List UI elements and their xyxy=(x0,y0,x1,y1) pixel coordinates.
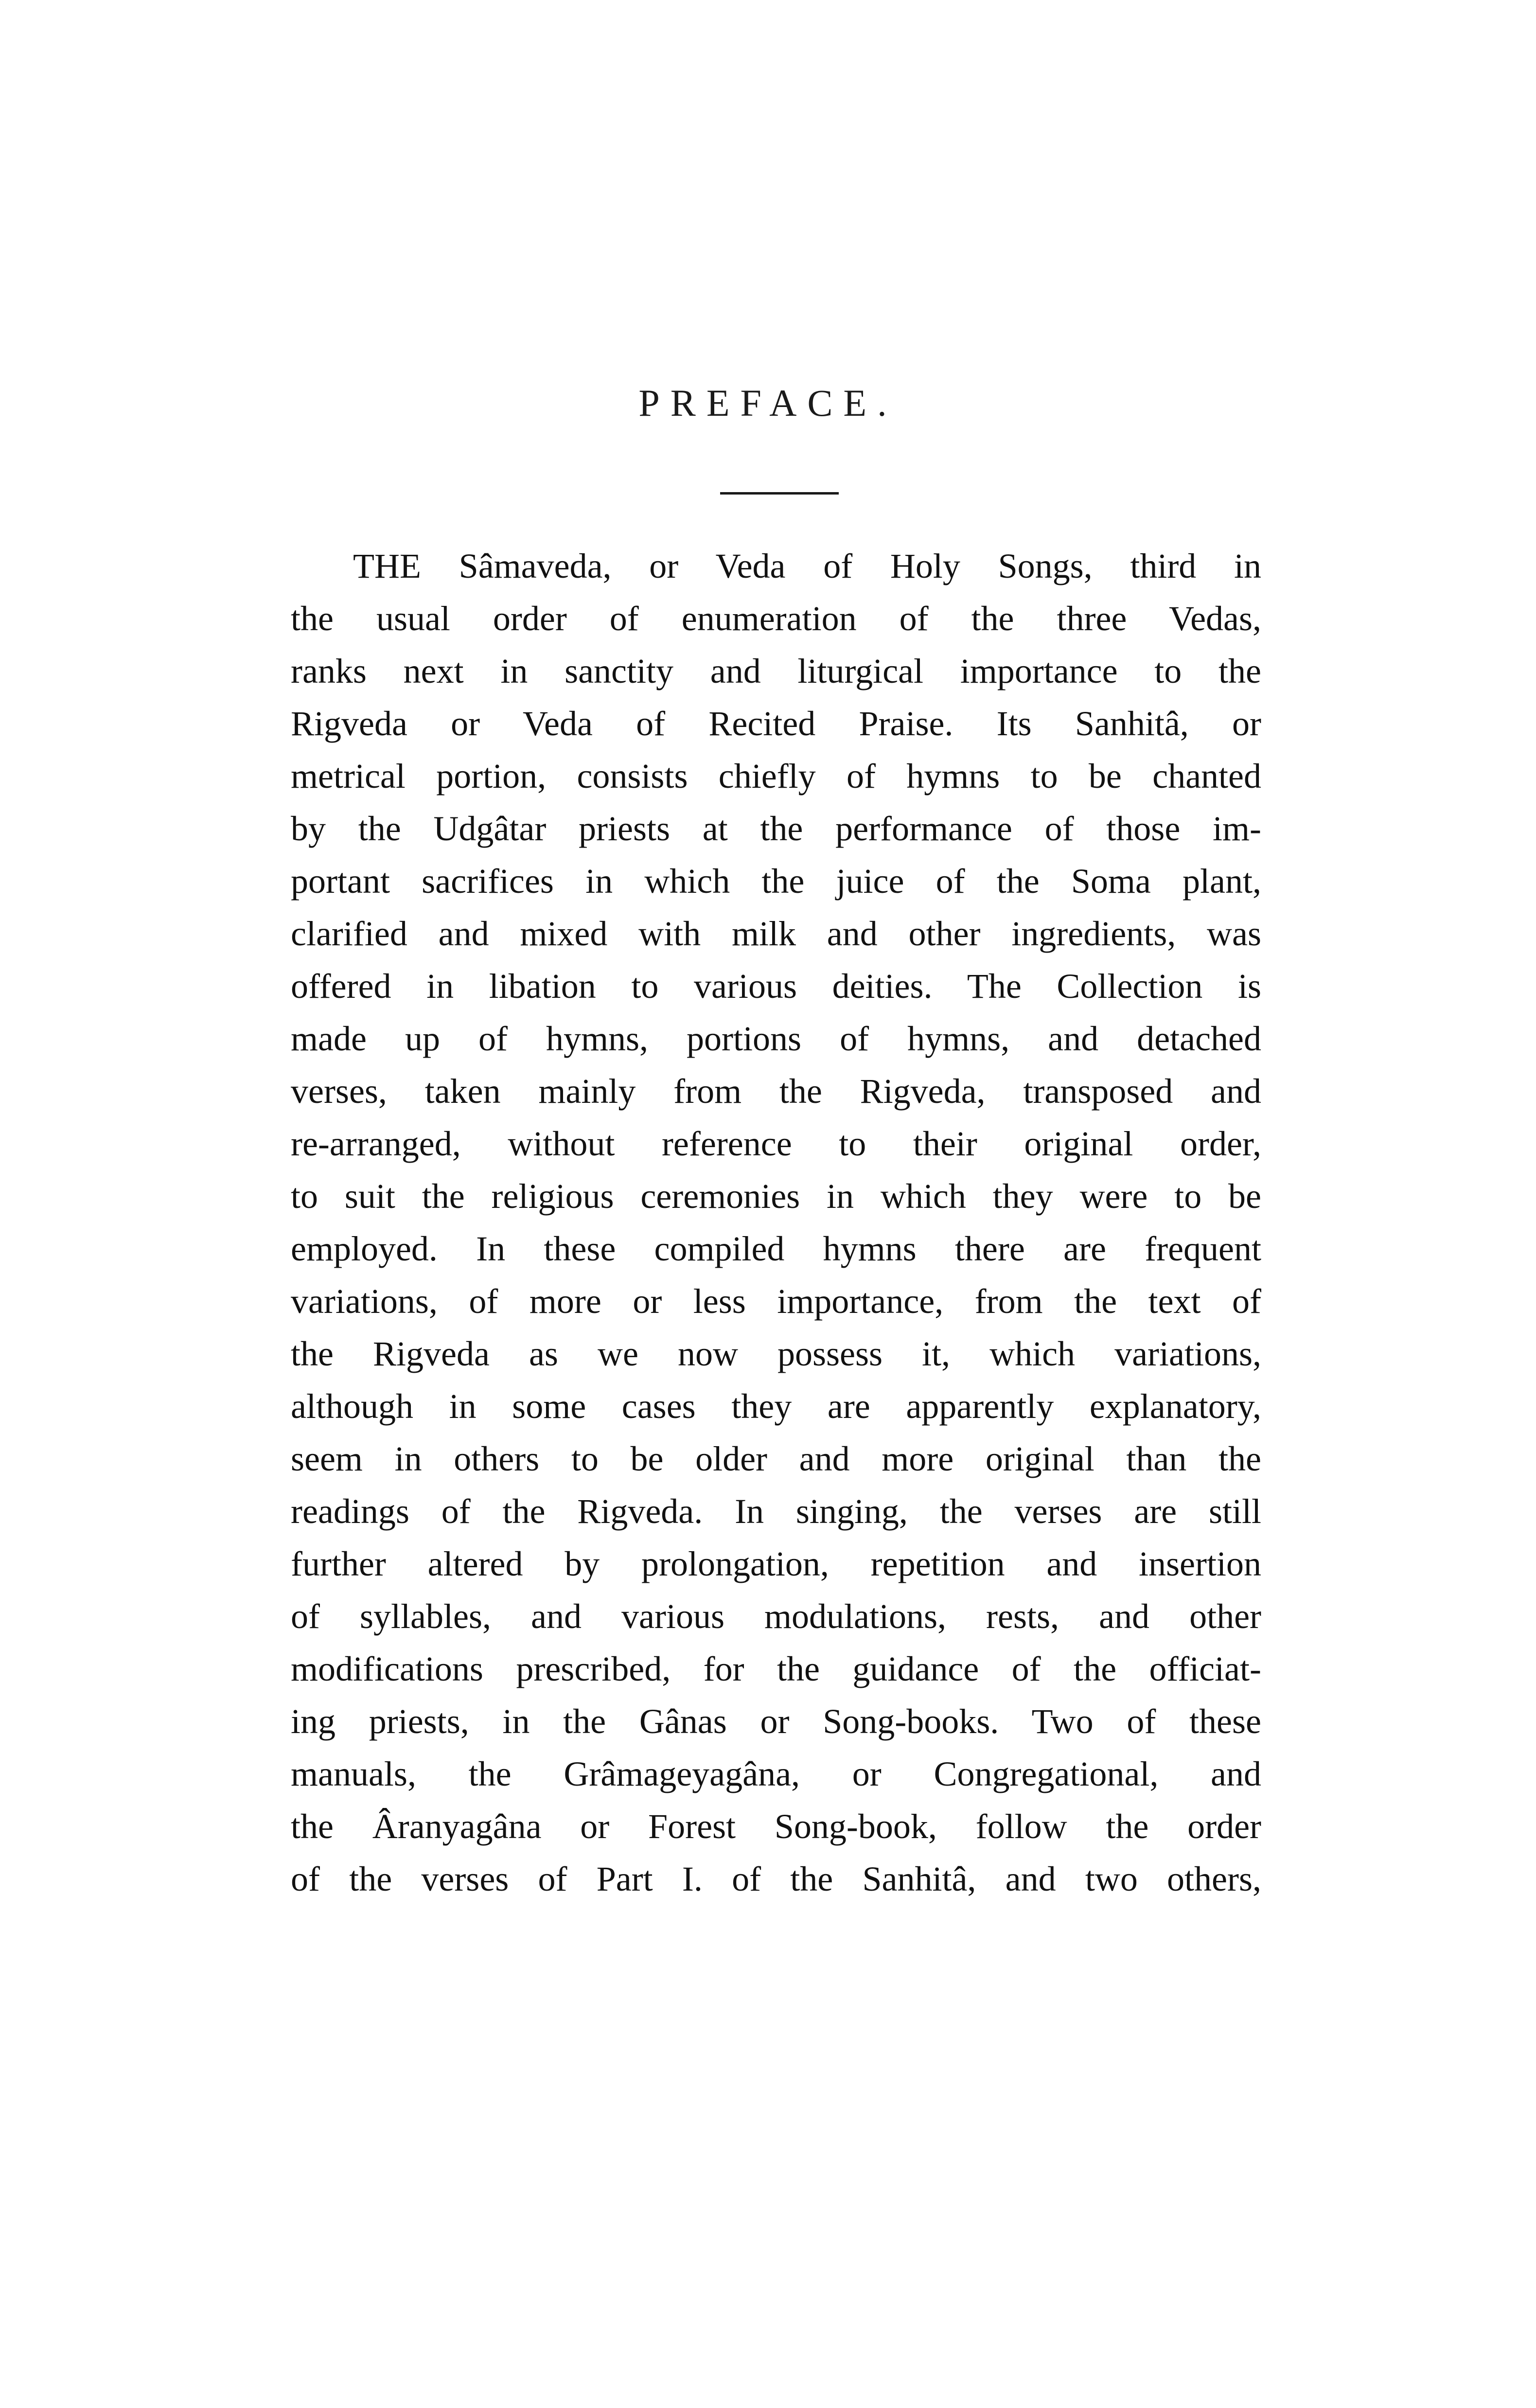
text-line: manuals, the Grâmageyagâna, or Congregational, and xyxy=(291,1754,1261,1793)
text-line: ranks next in sanctity and liturgical importance to the xyxy=(291,652,1261,691)
text-line: made up of hymns, portions of hymns, and detached xyxy=(291,1019,1261,1058)
text-line: the usual order of enumeration of the three Vedas, xyxy=(291,599,1261,638)
text-line: offered in libation to various deities. The Collection is xyxy=(291,967,1261,1006)
text-line: Rigveda or Veda of Recited Praise. Its Sanhitâ, or xyxy=(291,704,1261,743)
text-line: ing priests, in the Gânas or Song-books. Two of these xyxy=(291,1702,1261,1741)
text-line: of the verses of Part I. of the Sanhitâ, and two others, xyxy=(291,1859,1261,1898)
text-line: of syllables, and various modulations, rests, and other xyxy=(291,1597,1261,1636)
text-line: employed. In these compiled hymns there are frequent xyxy=(291,1229,1261,1268)
text-line: re-arranged, without reference to their original order, xyxy=(291,1124,1261,1163)
text-line: the Rigveda as we now possess it, which variations, xyxy=(291,1334,1261,1373)
text-line: further altered by prolongation, repetition and insertion xyxy=(291,1544,1261,1583)
heading-rule xyxy=(720,492,839,495)
text-line: variations, of more or less importance, from the text of xyxy=(291,1282,1261,1321)
preface-paragraph xyxy=(291,540,1261,1905)
text-line: verses, taken mainly from the Rigveda, transposed and xyxy=(291,1072,1261,1111)
text-line: THE Sâmaveda, or Veda of Holy Songs, third in xyxy=(353,547,1261,585)
text-line: to suit the religious ceremonies in which they were to be xyxy=(291,1177,1261,1216)
text-line: modifications prescribed, for the guidance of the officiat- xyxy=(291,1649,1261,1688)
text-line: although in some cases they are apparently explanatory, xyxy=(291,1387,1261,1426)
text-line: readings of the Rigveda. In singing, the verses are still xyxy=(291,1492,1261,1531)
text-line: clarified and mixed with milk and other ingredients, was xyxy=(291,914,1261,953)
text-line: seem in others to be older and more original than the xyxy=(291,1439,1261,1478)
text-line: by the Udgâtar priests at the performance of those im- xyxy=(291,809,1261,848)
text-line: the Âranyagâna or Forest Song-book, follow the order xyxy=(291,1807,1261,1846)
text-line: metrical portion, consists chiefly of hymns to be chanted xyxy=(291,757,1261,796)
text-line: portant sacrifices in which the juice of the Soma plant, xyxy=(291,862,1261,901)
page-heading: PREFACE. xyxy=(638,382,898,424)
